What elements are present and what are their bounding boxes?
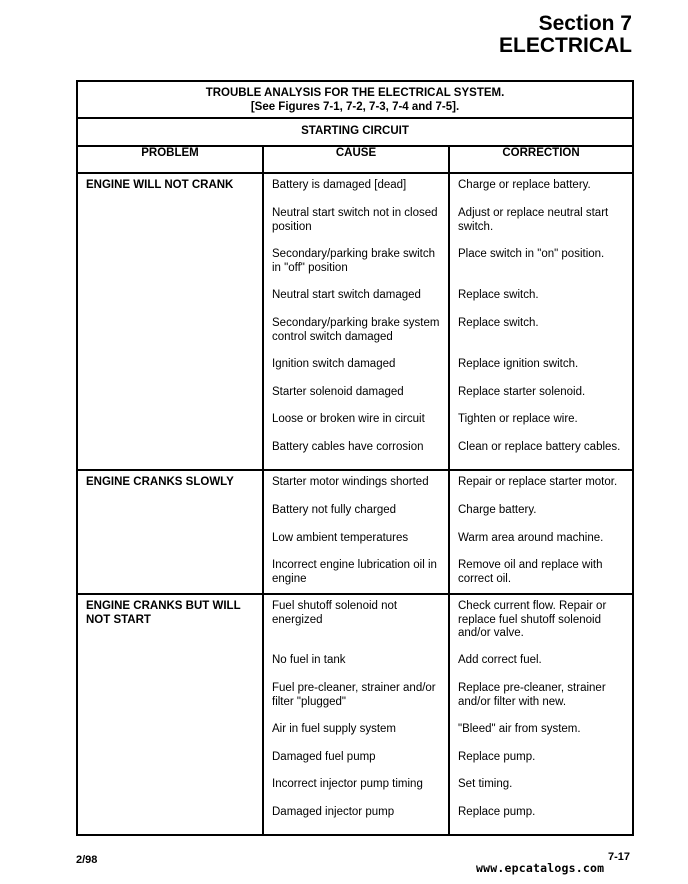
cause-entry xyxy=(272,504,445,532)
cause-text: Starter solenoid damaged xyxy=(272,386,404,398)
correction-entry xyxy=(458,682,629,723)
correction-entry xyxy=(458,358,629,386)
correction-entry xyxy=(458,751,629,778)
cause-text: Ignition switch damaged xyxy=(272,358,396,370)
cause-entry xyxy=(272,559,445,589)
problem-group-row xyxy=(77,173,633,470)
correction-text: Charge battery. xyxy=(458,504,537,516)
correction-entry xyxy=(458,289,629,317)
column-header-correction: CORRECTION xyxy=(449,146,633,173)
cause-text: Starter motor windings shorted xyxy=(272,476,429,488)
column-header-problem: PROBLEM xyxy=(77,146,263,173)
cause-cell xyxy=(263,594,449,835)
section-title: ELECTRICAL xyxy=(499,34,632,57)
cause-text: Damaged fuel pump xyxy=(272,751,376,763)
correction-entry xyxy=(458,476,629,504)
problem-cell: ENGINE CRANKS SLOWLY xyxy=(77,470,263,594)
correction-entry xyxy=(458,504,629,532)
cause-entry xyxy=(272,723,445,751)
watermark-link[interactable]: www.epcatalogs.com xyxy=(476,861,605,875)
cause-text: Battery is damaged [dead] xyxy=(272,179,407,191)
correction-cell xyxy=(449,470,633,594)
cause-entry xyxy=(272,317,445,358)
correction-text: Set timing. xyxy=(458,778,513,790)
table-subtitle: STARTING CIRCUIT xyxy=(77,118,633,146)
cause-cell xyxy=(263,173,449,470)
correction-text: Replace switch. xyxy=(458,289,539,301)
correction-cell xyxy=(449,173,633,470)
footer-page-number: 7-17 xyxy=(608,851,631,863)
correction-text: Adjust or replace neutral start switch. xyxy=(458,207,609,233)
correction-text: Replace switch. xyxy=(458,317,539,329)
correction-text: Charge or replace battery. xyxy=(458,179,591,191)
cause-entry xyxy=(272,600,445,654)
correction-entry xyxy=(458,532,629,559)
correction-text: Replace starter solenoid. xyxy=(458,386,586,398)
problem-cell: ENGINE WILL NOT CRANK xyxy=(77,173,263,470)
cause-entry xyxy=(272,386,445,413)
cause-entry xyxy=(272,778,445,806)
section-heading xyxy=(499,13,632,57)
cause-cell xyxy=(263,470,449,594)
correction-text: Replace ignition switch. xyxy=(458,358,579,370)
correction-text: Tighten or replace wire. xyxy=(458,413,578,425)
cause-text: Low ambient temperatures xyxy=(272,532,409,544)
cause-text: Air in fuel supply system xyxy=(272,723,396,735)
cause-entry xyxy=(272,751,445,778)
section-number: Section 7 xyxy=(538,12,632,35)
cause-entry xyxy=(272,441,445,465)
table-title-line1: TROUBLE ANALYSIS FOR THE ELECTRICAL SYSTEM. xyxy=(205,87,505,99)
correction-text: Clean or replace battery cables. xyxy=(458,441,621,453)
cause-entry xyxy=(272,248,445,289)
footer-date: 2/98 xyxy=(76,854,98,866)
correction-entry xyxy=(458,386,629,413)
correction-text: Repair or replace starter motor. xyxy=(458,476,618,488)
cause-text: No fuel in tank xyxy=(272,654,346,666)
table-title xyxy=(77,81,633,118)
correction-entry xyxy=(458,317,629,358)
cause-entry xyxy=(272,682,445,723)
trouble-analysis-table xyxy=(76,80,634,836)
correction-cell xyxy=(449,594,633,835)
cause-text: Incorrect engine lubrication oil in engine xyxy=(272,559,437,585)
correction-text: Replace pre-cleaner, strainer and/or filter with new. xyxy=(458,682,606,708)
correction-entry xyxy=(458,179,629,207)
cause-entry xyxy=(272,654,445,682)
cause-entry xyxy=(272,532,445,559)
correction-entry xyxy=(458,806,629,830)
correction-entry xyxy=(458,413,629,441)
column-header-cause: CAUSE xyxy=(263,146,449,173)
cause-text: Damaged injector pump xyxy=(272,806,395,818)
cause-entry xyxy=(272,179,445,207)
correction-text: Add correct fuel. xyxy=(458,654,542,666)
correction-entry xyxy=(458,778,629,806)
cause-entry xyxy=(272,476,445,504)
cause-text: Neutral start switch not in closed position xyxy=(272,207,438,233)
cause-text: Secondary/parking brake switch in "off" position xyxy=(272,248,435,274)
correction-text: Check current flow. Repair or replace fuel shutoff solenoid and/or valve. xyxy=(458,600,607,639)
correction-entry xyxy=(458,600,629,654)
problem-group-row xyxy=(77,594,633,835)
correction-text: Remove oil and replace with correct oil. xyxy=(458,559,603,585)
cause-entry xyxy=(272,358,445,386)
correction-entry xyxy=(458,559,629,589)
cause-entry xyxy=(272,413,445,441)
problem-group-row xyxy=(77,470,633,594)
correction-text: Warm area around machine. xyxy=(458,532,604,544)
correction-entry xyxy=(458,723,629,751)
cause-text: Neutral start switch damaged xyxy=(272,289,421,301)
cause-text: Secondary/parking brake system control switch damaged xyxy=(272,317,440,343)
correction-entry xyxy=(458,654,629,682)
table-title-line2: [See Figures 7-1, 7-2, 7-3, 7-4 and 7-5]. xyxy=(250,100,460,113)
table-body xyxy=(77,173,633,835)
cause-text: Battery cables have corrosion xyxy=(272,441,424,453)
problem-cell: ENGINE CRANKS BUT WILL NOT START xyxy=(77,594,263,835)
correction-text: Place switch in "on" position. xyxy=(458,248,605,260)
correction-entry xyxy=(458,441,629,465)
cause-entry xyxy=(272,207,445,248)
cause-entry xyxy=(272,806,445,830)
correction-entry xyxy=(458,207,629,248)
cause-text: Loose or broken wire in circuit xyxy=(272,413,425,425)
cause-text: Battery not fully charged xyxy=(272,504,397,516)
cause-text: Fuel pre-cleaner, strainer and/or filter "plugged" xyxy=(272,682,436,708)
cause-text: Incorrect injector pump timing xyxy=(272,778,423,790)
cause-text: Fuel shutoff solenoid not energized xyxy=(272,600,398,626)
correction-text: Replace pump. xyxy=(458,751,536,763)
cause-entry xyxy=(272,289,445,317)
correction-text: Replace pump. xyxy=(458,806,536,818)
correction-text: "Bleed" air from system. xyxy=(458,723,581,735)
correction-entry xyxy=(458,248,629,289)
